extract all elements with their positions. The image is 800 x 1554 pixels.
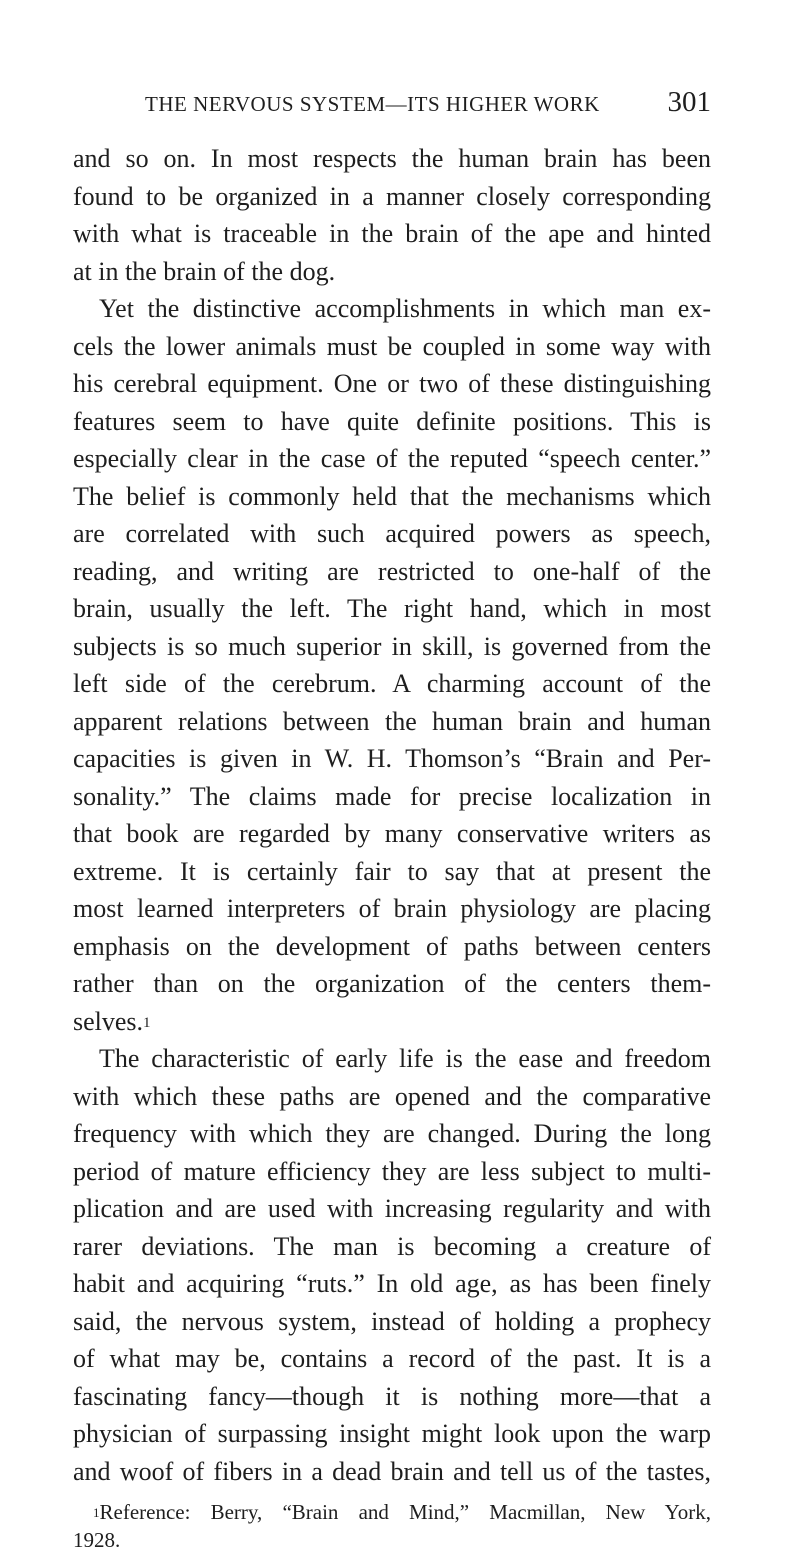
- text-line: at in the brain of the dog.: [73, 256, 336, 286]
- footnote-number: 1: [93, 1505, 100, 1520]
- text-line: cels the lower animals must be coupled in some way with: [73, 331, 711, 361]
- text-line: features seem to have quite definite positions. This is: [73, 406, 711, 436]
- text-line: with which these paths are opened and the comparative: [73, 1081, 711, 1111]
- text-line: brain, usually the left. The right hand, which in most: [73, 594, 711, 623]
- text-line: rather than on the organization of the centers them-: [73, 969, 711, 998]
- text-line: with what is traceable in the brain of the ape and hinted: [73, 219, 711, 248]
- text-line: left side of the cerebrum. A charming account of the: [73, 669, 711, 698]
- text-line: and so on. In most respects the human brain has been: [73, 144, 711, 173]
- running-head: [73, 88, 711, 124]
- text-line: The belief is commonly held that the mechanisms which: [73, 481, 711, 511]
- text-line: plication and are used with increasing regularity and with: [73, 1194, 711, 1223]
- footnote-text: Reference: Berry, “Brain and Mind,” Macmillan, New York,: [99, 1500, 711, 1524]
- text-line: said, the nervous system, instead of holding a prophecy: [73, 1306, 711, 1336]
- text-line: emphasis on the development of paths between centers: [73, 931, 711, 961]
- text-line: are correlated with such acquired powers as speech,: [73, 519, 711, 548]
- text-line: subjects is so much superior in skill, is governed from the: [73, 631, 711, 661]
- text-line: Yet the distinctive accomplishments in which man ex-: [99, 294, 711, 323]
- text-line: rarer deviations. The man is becoming a creature of: [73, 1231, 711, 1261]
- text-line: that book are regarded by many conservative writers as: [73, 819, 711, 848]
- text-line-content: selves.: [73, 1006, 144, 1036]
- text-line: and woof of fibers in a dead brain and tell us of the tastes,: [73, 1456, 711, 1486]
- footnote-line: [73, 1498, 711, 1526]
- footnote: [73, 1498, 711, 1554]
- text-line: habit and acquiring “ruts.” In old age, as has been finely: [73, 1269, 711, 1298]
- text-line: found to be organized in a manner closely corresponding: [73, 181, 711, 211]
- text-line: his cerebral equipment. One or two of these distinguishing: [73, 369, 711, 398]
- text-line: [73, 1003, 711, 1041]
- text-line: extreme. It is certainly fair to say that at present the: [73, 856, 711, 886]
- text-line: sonality.” The claims made for precise localization in: [73, 781, 711, 811]
- body-text: [73, 140, 711, 1490]
- text-line: of what may be, contains a record of the past. It is a: [73, 1344, 711, 1373]
- text-line: capacities is given in W. H. Thomson’s “Brain and Per-: [73, 744, 711, 773]
- text-line: especially clear in the case of the reputed “speech center.”: [73, 444, 711, 473]
- page-number: 301: [667, 86, 711, 118]
- text-line: most learned interpreters of brain physiology are placing: [73, 894, 711, 923]
- text-line: frequency with which they are changed. During the long: [73, 1119, 711, 1148]
- book-page: [73, 88, 711, 1554]
- text-line: apparent relations between the human brain and human: [73, 706, 711, 736]
- text-line: period of mature efficiency they are less subject to multi-: [73, 1156, 711, 1186]
- text-line: fascinating fancy—though it is nothing more—that a: [73, 1381, 711, 1411]
- footnote-marker: 1: [143, 1014, 151, 1031]
- text-line: The characteristic of early life is the ease and freedom: [99, 1044, 711, 1073]
- footnote-line: 1928.: [73, 1528, 121, 1552]
- text-line: reading, and writing are restricted to one-half of the: [73, 556, 711, 586]
- running-title: THE NERVOUS SYSTEM—ITS HIGHER WORK: [145, 92, 600, 116]
- text-line: physician of surpassing insight might look upon the warp: [73, 1419, 711, 1448]
